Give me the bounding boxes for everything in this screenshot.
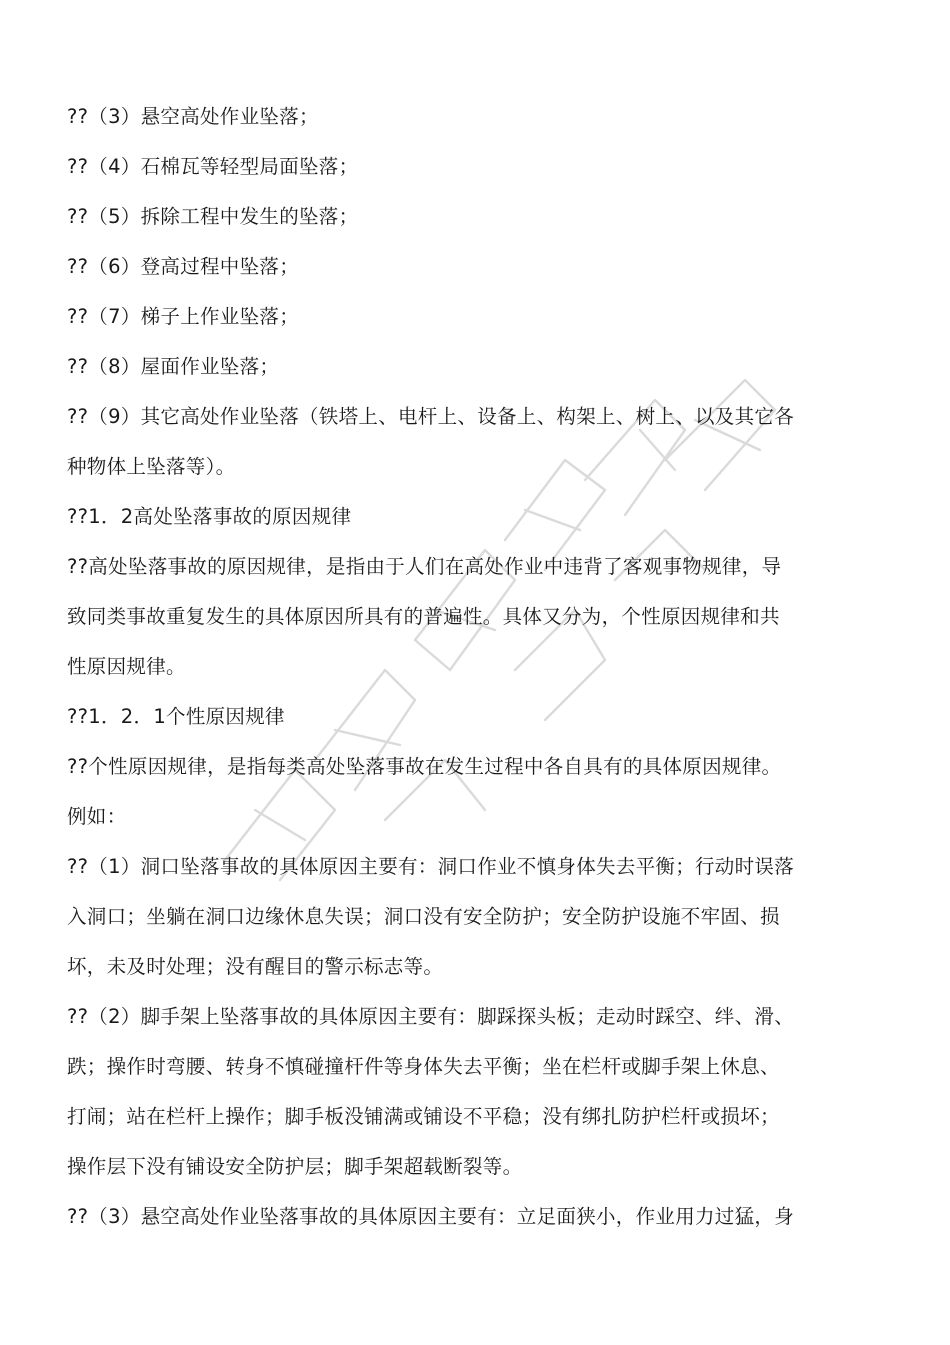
text-line: 性原因规律。 xyxy=(67,655,186,678)
text-line: ??（2）脚手架上坠落事故的具体原因主要有：脚踩探头板；走动时踩空、绊、滑、 xyxy=(67,1005,795,1028)
section-heading: ??1．2．1个性原因规律 xyxy=(67,705,285,728)
text-line: ??（9）其它高处作业坠落（铁塔上、电杆上、设备上、构架上、树上、以及其它各 xyxy=(67,405,795,428)
text-line: ??（7）梯子上作业坠落； xyxy=(67,305,300,328)
text-line: 入洞口；坐躺在洞口边缘休息失误；洞口没有安全防护；安全防护设施不牢固、损 xyxy=(67,905,780,928)
text-line: ??高处坠落事故的原因规律，是指由于人们在高处作业中违背了客观事物规律，导 xyxy=(67,555,782,578)
text-line: ??（3）悬空高处作业坠落事故的具体原因主要有：立足面狭小，作业用力过猛，身 xyxy=(67,1205,795,1228)
text-line: 打闹；站在栏杆上操作；脚手板没铺满或铺设不平稳；没有绑扎防护栏杆或损坏； xyxy=(67,1105,780,1128)
text-line: ??（6）登高过程中坠落； xyxy=(67,255,300,278)
text-line: ??（8）屋面作业坠落； xyxy=(67,355,280,378)
text-line: 例如： xyxy=(67,805,127,828)
text-line: 坏，未及时处理；没有醒目的警示标志等。 xyxy=(67,955,444,978)
section-heading: ??1．2高处坠落事故的原因规律 xyxy=(67,505,352,528)
text-line: 种物体上坠落等）。 xyxy=(67,455,236,478)
text-line: 操作层下没有铺设安全防护层；脚手架超载断裂等。 xyxy=(67,1155,523,1178)
text-line: ??（4）石棉瓦等轻型局面坠落； xyxy=(67,155,359,178)
text-line: 致同类事故重复发生的具体原因所具有的普遍性。具体又分为，个性原因规律和共 xyxy=(67,605,780,628)
text-line: 跌；操作时弯腰、转身不慎碰撞杆件等身体失去平衡；坐在栏杆或脚手架上休息、 xyxy=(67,1055,780,1078)
text-line: ??（3）悬空高处作业坠落； xyxy=(67,105,319,128)
text-line: ??（1）洞口坠落事故的具体原因主要有：洞口作业不慎身体失去平衡；行动时误落 xyxy=(67,855,795,878)
text-line: ??个性原因规律，是指每类高处坠落事故在发生过程中各自具有的具体原因规律。 xyxy=(67,755,782,778)
text-line: ??（5）拆除工程中发生的坠落； xyxy=(67,205,359,228)
